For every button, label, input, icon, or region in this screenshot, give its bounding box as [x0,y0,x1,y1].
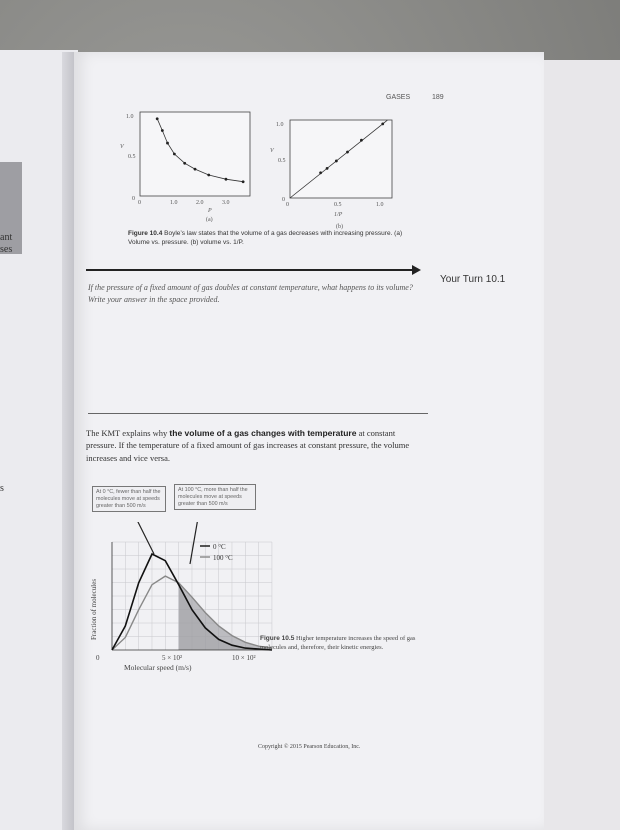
figure-label: Figure 10.5 [260,635,295,642]
data-point [207,174,210,177]
left-page-fragment: ses [0,244,13,255]
data-point [156,117,159,120]
x-tick-label: 3.0 [222,200,230,206]
data-point [381,123,384,126]
left-page-fragment: s [0,483,4,494]
data-point [326,167,329,170]
data-point [173,153,176,156]
x-tick-label: 0 [138,200,141,206]
y-tick-label: 0.5 [128,154,136,160]
data-point [346,151,349,154]
data-point [335,160,338,163]
data-point [319,171,322,174]
x-tick-label: 0.5 [334,202,342,208]
plot-frame [140,112,250,196]
panel-label: (a) [206,217,213,222]
figure-10-4b [260,112,410,232]
data-point [166,142,169,145]
caption-text: Boyle’s law states that the volume of a gas decreases with increasing pressure. (a) Volume vs. pressure. (b) volume vs. 1/P. [128,230,403,246]
your-turn-arrow [86,269,416,271]
y-axis-label: V [270,148,274,154]
data-point [242,180,245,183]
y-tick-label: 1.0 [126,114,134,120]
section-rule [88,413,428,414]
left-page-fragment: ant [0,232,13,243]
data-point [225,178,228,181]
data-point [194,168,197,171]
running-head: GASES [386,94,411,101]
book-page [74,52,544,830]
x-tick-label: 1.0 [376,202,384,208]
figure-10-4a [114,104,264,222]
y-tick-label: 0 [132,196,135,202]
callout-0c: At 0 °C, fewer than half the molecules move at speeds greater than 500 m/s [92,486,166,512]
y-tick-label: 0 [282,197,285,203]
para-text: The KMT explains why [86,428,170,438]
callout-100c: At 100 °C, more than half the molecules move at speeds greater than 500 m/s [174,484,256,510]
kmt-paragraph [86,427,426,464]
y-axis-label: Fraction of molecules [90,578,98,640]
your-turn-label: Your Turn 10.1 [440,274,506,285]
x-axis-label: Molecular speed (m/s) [124,663,192,672]
figure-10-4-caption [128,230,418,248]
y-tick-label: 0.5 [278,158,286,164]
x-axis-label: 1/P [334,212,343,218]
figure-10-5-chart [82,522,282,672]
caption-text: Higher temperature increases the speed of gas molecules and, therefore, their kinetic energies. [260,635,416,652]
legend-label-0c: 0 °C [213,543,226,551]
figure-label: Figure 10.4 [128,230,163,237]
x-tick-label: 0 [286,202,289,208]
plot-frame [290,120,392,198]
x-tick-label: 5 × 10² [162,654,183,662]
para-bold-phrase: the volume of a gas changes with temperature [169,428,357,438]
x-axis-label: P [208,208,212,214]
page-number: 189 [432,94,444,101]
y-axis-label: V [120,144,124,150]
data-point [183,162,186,165]
para-text: at constant pressure. If the temperature of a fixed amount of gas increases at constant pressure, the volume increases and vice versa. [86,428,410,463]
copyright: Copyright © 2015 Pearson Education, Inc. [258,744,361,750]
data-point [161,129,164,132]
x-tick-label: 10 × 10² [232,654,256,662]
arrow-head [412,265,421,275]
y-tick-label: 1.0 [276,122,284,128]
answer-space[interactable] [88,314,428,406]
legend-label-100c: 100 °C [213,554,233,562]
figure-10-5-caption [260,634,430,652]
x-tick-label: 1.0 [170,200,178,206]
data-point [360,139,363,142]
your-turn-question: If the pressure of a fixed amount of gas doubles at constant temperature, what happens to its volume? Write your answer in the space provided. [88,283,413,304]
panel-label: (b) [336,224,343,230]
callout-pointer-100c [190,522,198,564]
x-tick-label: 2.0 [196,200,204,206]
area-fill-100c [179,583,272,650]
x-tick-label: 0 [96,654,100,662]
